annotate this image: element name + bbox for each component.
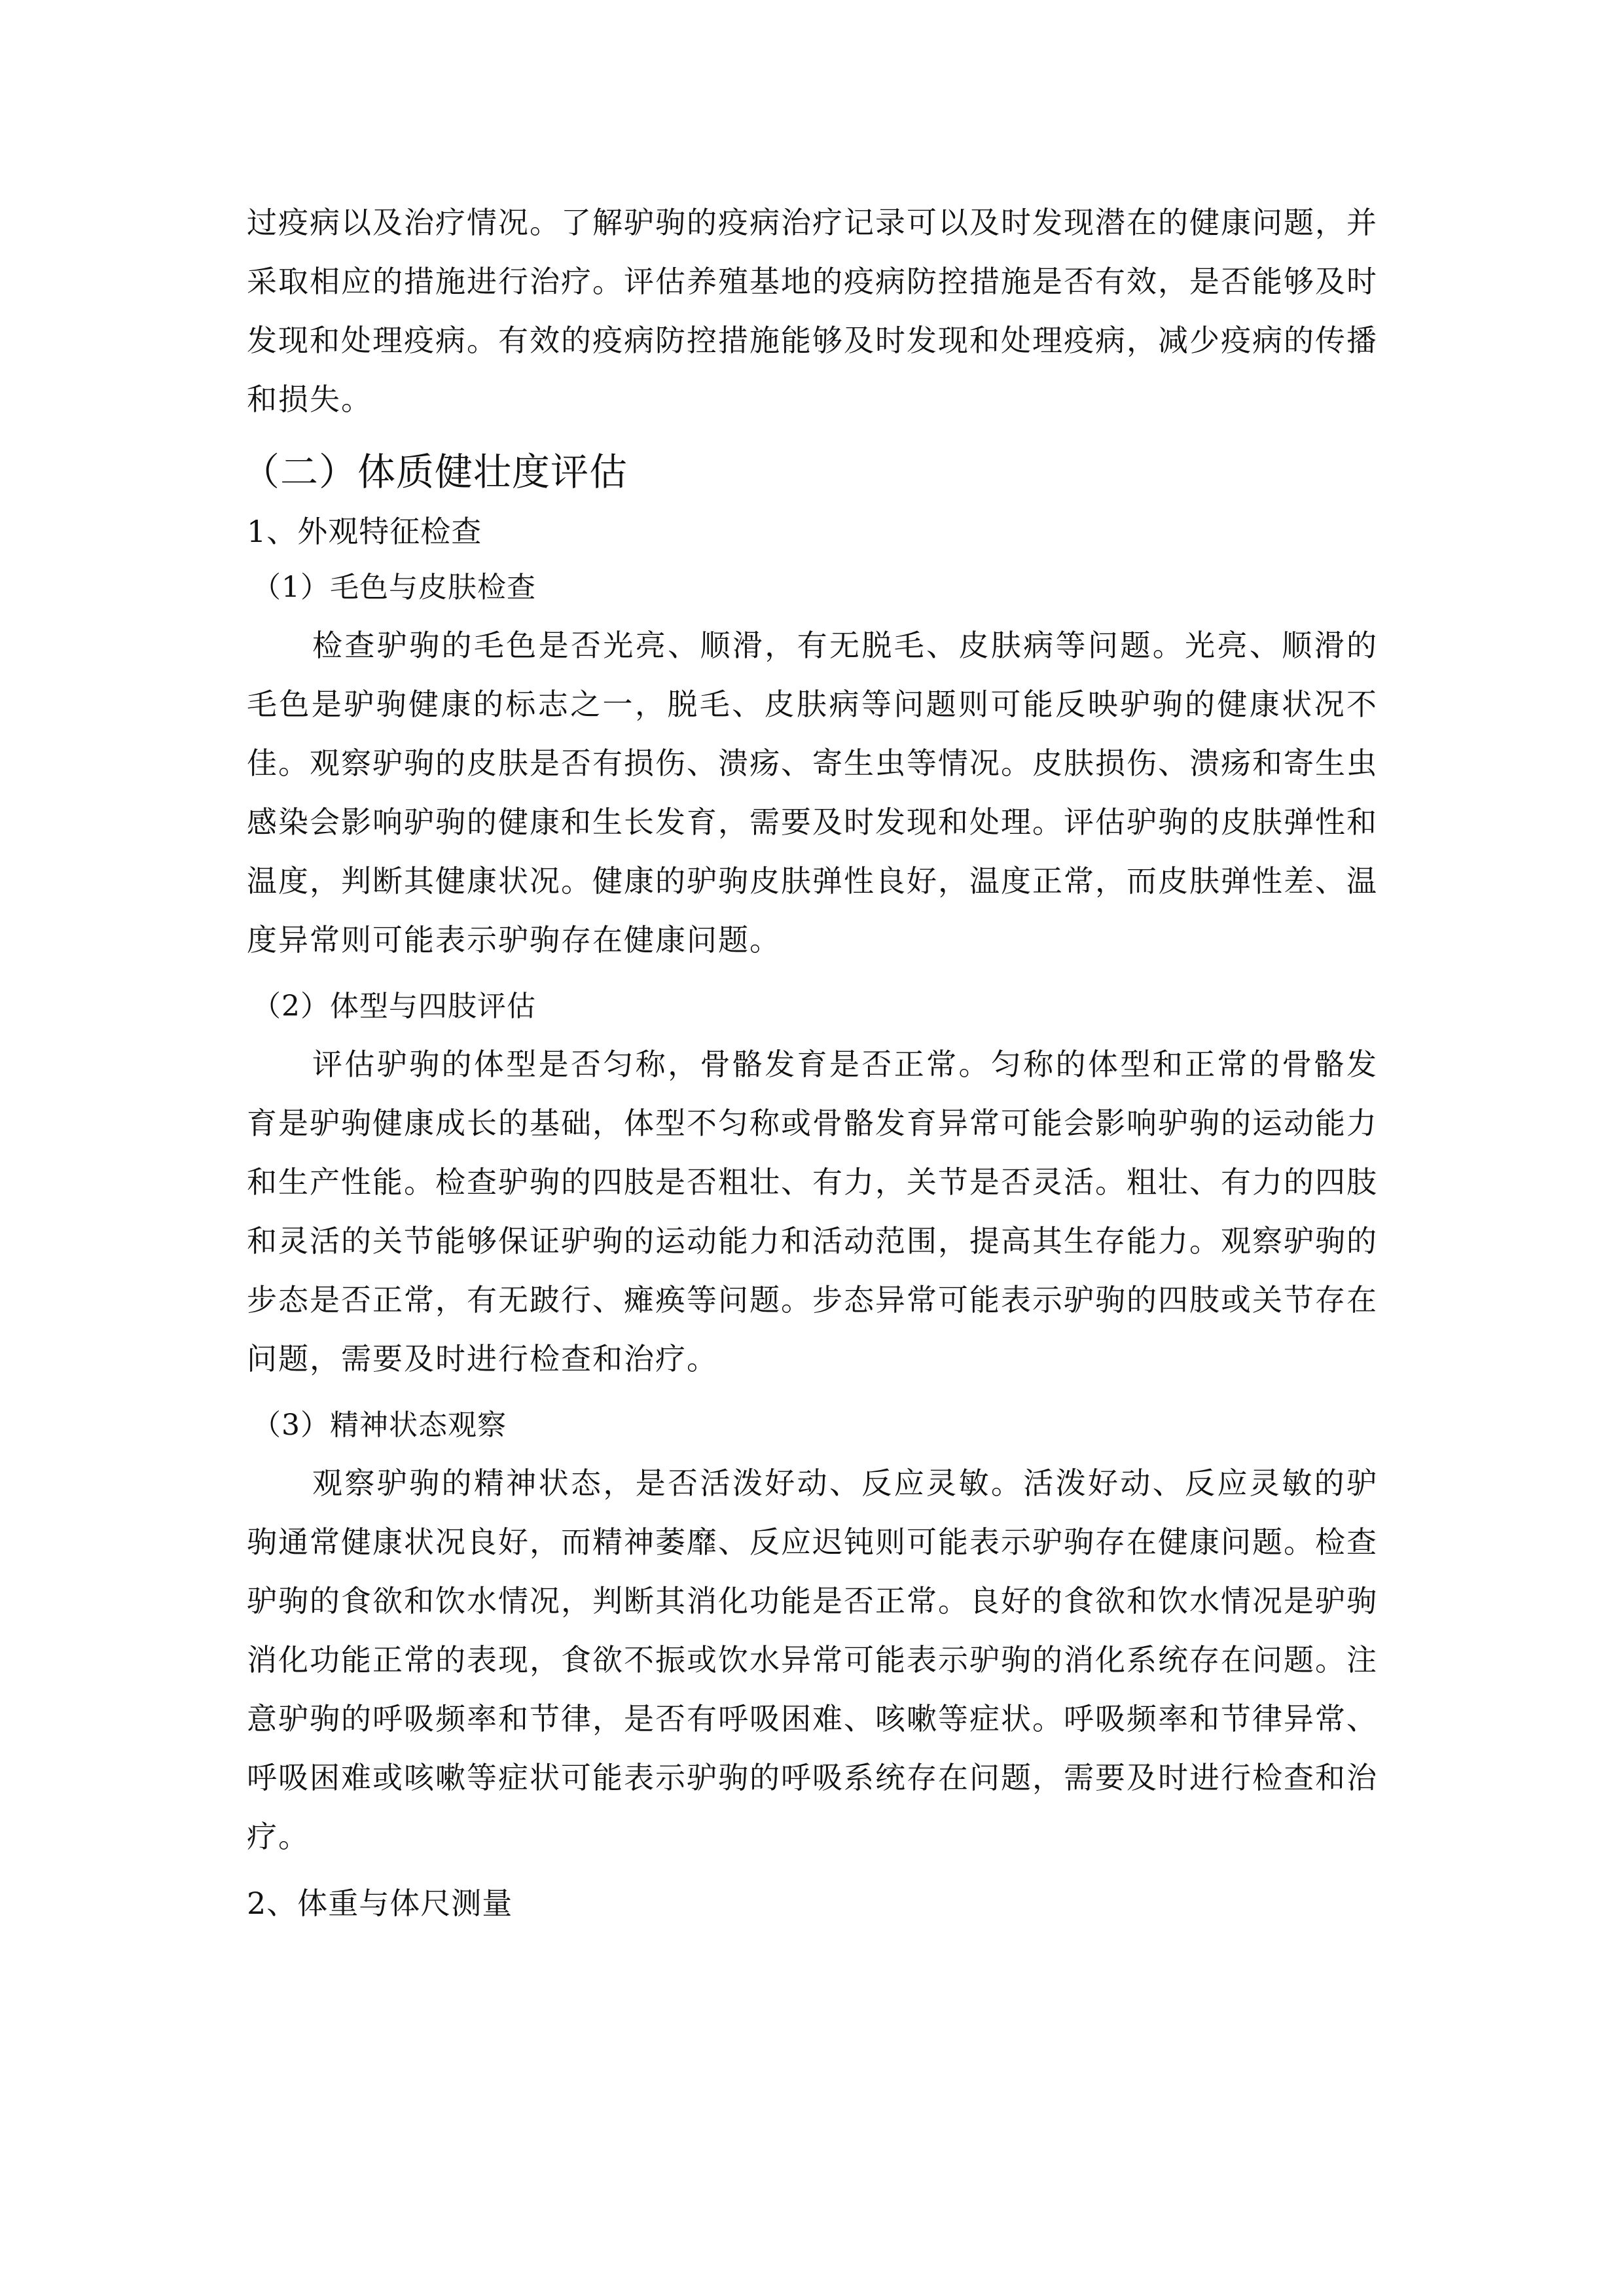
intro-paragraph: 过疫病以及治疗情况。了解驴驹的疫病治疗记录可以及时发现潜在的健康问题，并采取相应的措施进行治疗。评估养殖基地的疫病防控措施是否有效，是否能够及时发现和处理疫病。有效的疫病防控措施能够及时发现和处理疫病，减少疫病的传播和损失。 xyxy=(247,205,1378,417)
paragraph-body-limbs: 评估驴驹的体型是否匀称，骨骼发育是否正常。匀称的体型和正常的骨骼发育是驴驹健康成长的基础，体型不匀称或骨骼发育异常可能会影响驴驹的运动能力和生产性能。检查驴驹的四肢是否粗壮、有力，关节是否灵活。粗壮、有力的四肢和灵活的关节能够保证驴驹的运动能力和活动范围，提高其生存能力。观察驴驹的步态是否正常，有无跛行、瘫痪等问题。步态异常可能表示驴驹的四肢或关节存在问题，需要及时进行检查和治疗。 xyxy=(247,1047,1378,1376)
paragraph-mental-state: 观察驴驹的精神状态，是否活泼好动、反应灵敏。活泼好动、反应灵敏的驴驹通常健康状况良好，而精神萎靡、反应迟钝则可能表示驴驹存在健康问题。检查驴驹的食欲和饮水情况，判断其消化功能是否正常。良好的食欲和饮水情况是驴驹消化功能正常的表现，食欲不振或饮水异常可能表示驴驹的消化系统存在问题。注意驴驹的呼吸频率和节律，是否有呼吸困难、咳嗽等症状。呼吸频率和节律异常、呼吸困难或咳嗽等症状可能表示驴驹的呼吸系统存在问题，需要及时进行检查和治疗。 xyxy=(247,1465,1378,1854)
subsection-heading-weight-measurement: 2、体重与体尺测量 xyxy=(247,1886,513,1921)
item-heading-body-limbs: （2）体型与四肢评估 xyxy=(252,990,536,1023)
paragraph-coat-skin: 检查驴驹的毛色是否光亮、顺滑，有无脱毛、皮肤病等问题。光亮、顺滑的毛色是驴驹健康的标志之一，脱毛、皮肤病等问题则可能反映驴驹的健康状况不佳。观察驴驹的皮肤是否有损伤、溃疡、寄生虫等情况。皮肤损伤、溃疡和寄生虫感染会影响驴驹的健康和生长发育，需要及时发现和处理。评估驴驹的皮肤弹性和温度，判断其健康状况。健康的驴驹皮肤弹性良好，温度正常，而皮肤弹性差、温度异常则可能表示驴驹存在健康问题。 xyxy=(247,628,1378,958)
section-heading-constitution: （二）体质健壮度评估 xyxy=(242,450,628,494)
item-heading-coat-skin: （1）毛色与皮肤检查 xyxy=(252,571,536,604)
subsection-heading-appearance: 1、外观特征检查 xyxy=(247,514,482,549)
document-content xyxy=(242,193,1378,1931)
item-heading-mental-state: （3）精神状态观察 xyxy=(252,1408,507,1442)
